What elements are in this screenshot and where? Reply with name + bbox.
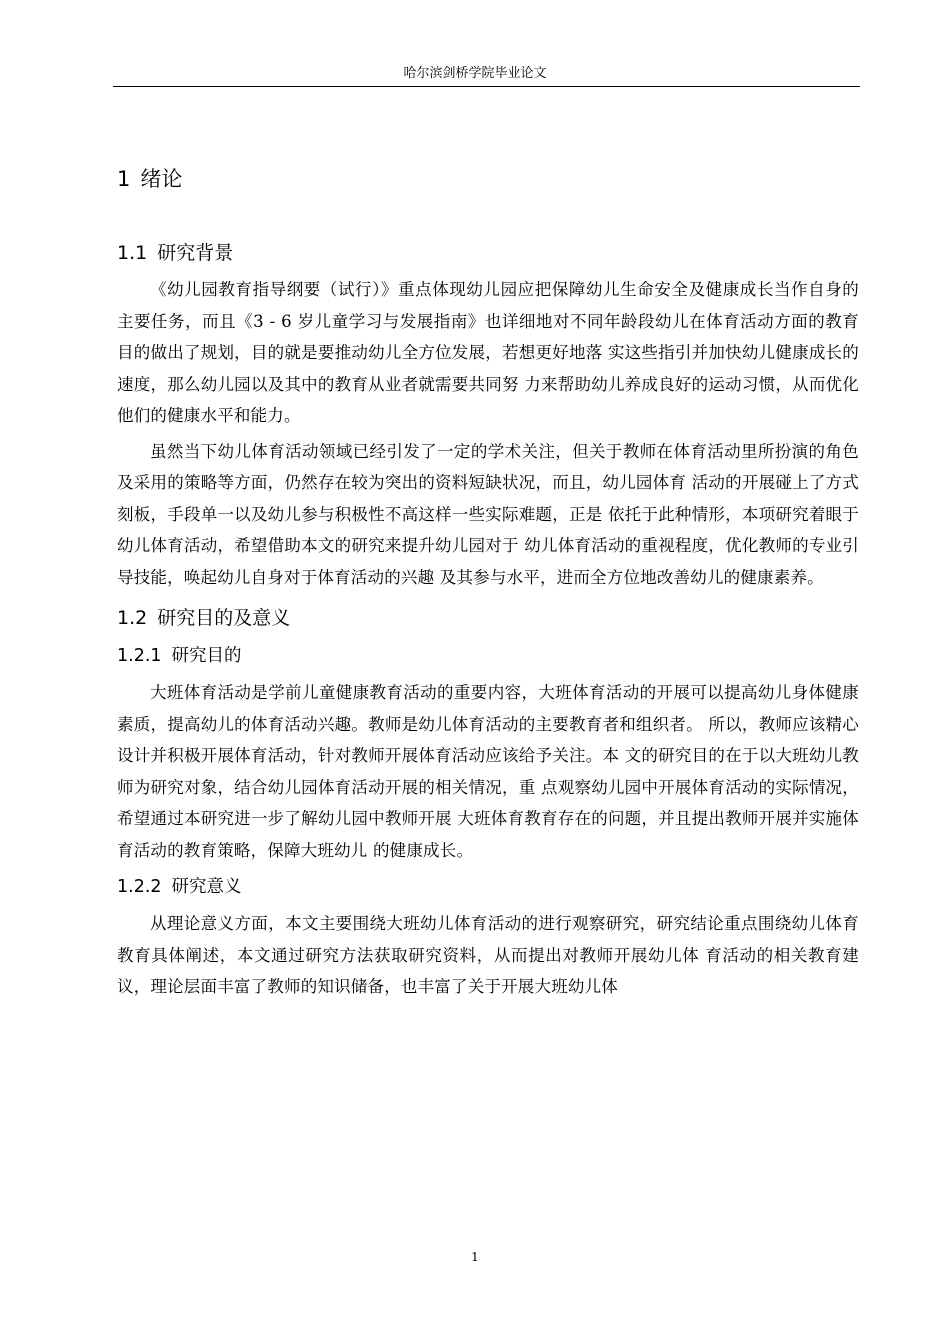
paragraph: 从理论意义方面，本文主要围绕大班幼儿体育活动的进行观察研究，研究结论重点围绕幼儿体育教育具体阐述，本文通过研究方法获取研究资料，从而提出对教师开展幼儿体 育活动的相关教育建议，理论层面丰富了教师的知识储备，也丰富了关于开展大班幼儿体 <box>117 914 859 996</box>
document-body <box>117 158 859 1007</box>
section-title: 研究目的及意义 <box>157 607 291 629</box>
subsection-title: 研究意义 <box>171 877 242 897</box>
section-number: 1.2 <box>117 607 148 629</box>
chapter-heading <box>117 158 859 200</box>
paragraph: 虽然当下幼儿体育活动领域已经引发了一定的学术关注，但关于教师在体育活动里所扮演的角色及采用的策略等方面，仍然存在较为突出的资料短缺状况，而且，幼儿园体育 活动的开展碰上了方式刻板，手段单一以及幼儿参与积极性不高这样一些实际难题，正是 依托于此种情形，本项研究着眼于幼儿体育活动，希望借助本文的研究来提升幼儿园对于 幼儿体育活动的重视程度，优化教师的专业引导技能，唤起幼儿自身对于体育活动的兴趣 及其参与水平，进而全方位地改善幼儿的健康素养。 <box>117 441 859 587</box>
chapter-number: 1 <box>117 167 131 191</box>
running-header: 哈尔滨剑桥学院毕业论文 <box>403 66 547 81</box>
section-heading-1-2 <box>117 599 859 637</box>
paragraph: 大班体育活动是学前儿童健康教育活动的重要内容，大班体育活动的开展可以提高幼儿身体健康素质，提高幼儿的体育活动兴趣。教师是幼儿体育活动的主要教育者和组织者。 所以，教师应该精心设计并积极开展体育活动，针对教师开展体育活动应该给予关注。本 文的研究目的在于以大班幼儿教师为研究对象，结合幼儿园体育活动开展的相关情况，重 点观察幼儿园中开展体育活动的实际情况，希望通过本研究进一步了解幼儿园中教师开展 大班体育教育存在的问题，并且提出教师开展并实施体育活动的教育策略，保障大班幼儿 的健康成长。 <box>117 683 859 860</box>
chapter-title: 绪论 <box>140 167 183 191</box>
section-heading-1-1 <box>117 234 859 272</box>
subsection-number: 1.2.1 <box>117 646 162 666</box>
header-rule <box>113 86 860 87</box>
paragraph: 《幼儿园教育指导纲要（试行）》重点体现幼儿园应把保障幼儿生命安全及健康成长当作自身的主要任务，而且《3 - 6 岁儿童学习与发展指南》也详细地对不同年龄段幼儿在体育活动方面的教育目的做出了规划，目的就是要推动幼儿全方位发展，若想更好地落 实这些指引并加快幼儿健康成长的速度，那么幼儿园以及其中的教育从业者就需要共同努 力来帮助幼儿养成良好的运动习惯，从而优化他们的健康水平和能力。 <box>117 280 859 425</box>
section-number: 1.1 <box>117 242 148 264</box>
subsection-heading-1-2-1 <box>117 639 859 673</box>
section-title: 研究背景 <box>157 242 234 264</box>
subsection-number: 1.2.2 <box>117 877 162 897</box>
subsection-heading-1-2-2 <box>117 870 859 904</box>
subsection-title: 研究目的 <box>171 646 242 666</box>
page-number: 1 <box>471 1250 479 1264</box>
